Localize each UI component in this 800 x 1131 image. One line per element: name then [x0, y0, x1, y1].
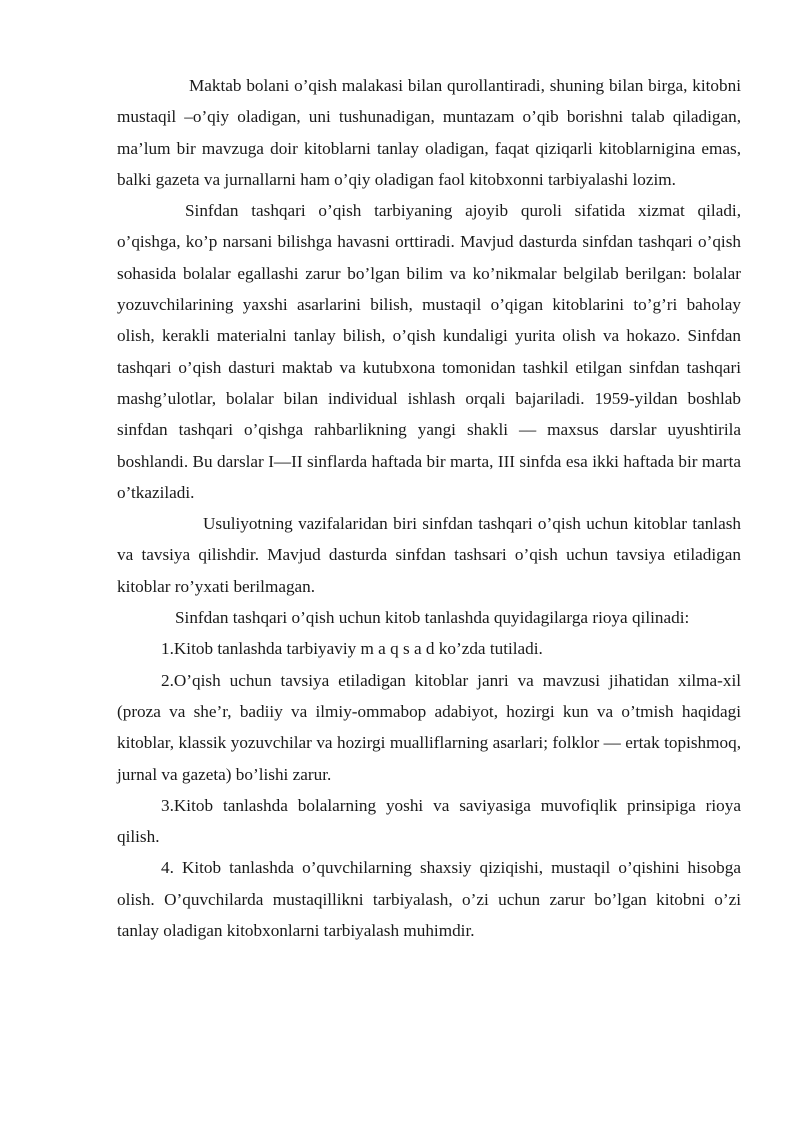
list-item-4: 4. Kitob tanlashda o’quvchilarning shaxsiy qiziqishi, mustaqil o’qishini hisobga olish. O’quvchilarda mustaqillikni tarbiyalash, o’zi uchun zarur bo’lgan kitobni o’zi tanlay oladigan kitobxonlarni tarbiyalash muhimdir.: [117, 858, 741, 941]
list-item-3: 3.Kitob tanlashda bolalarning yoshi va saviyasiga muvofiqlik prinsipiga rioya qilish.: [117, 795, 741, 847]
paragraph-selection-rules-intro: Sinfdan tashqari o’qish uchun kitob tanlashda quyidagilarga rioya qilinadi:: [175, 608, 690, 628]
document-page: [117, 70, 741, 946]
list-item-2: 2.O’qish uchun tavsiya etiladigan kitoblar janri va mavzusi jihatidan xilma-xil (proza va she’r, badiiy va ilmiy-ommabop adabiyot, hozirgi kun va o’tmish haqidagi kitoblar, klassik yozuvchilar va hozirgi mualliflarning asarlari; folklor — ertak topishmoq, jurnal va gazeta) bo’lishi zarur.: [117, 670, 741, 784]
list-item-1: 1.Kitob tanlashda tarbiyaviy m a q s a d ko’zda tutiladi.: [161, 639, 543, 659]
paragraph-extracurricular-reading: Sinfdan tashqari o’qish tarbiyaning ajoyib quroli sifatida xizmat qiladi, o’qishga, ko’p narsani bilishga havasni orttiradi. Mavjud dasturda sinfdan tashqari o’qish sohasida bolalar egallashi zarur bo’lgan bilim va ko’nikmalar belgilab berilgan: bolalar yozuvchilarining yaxshi asarlarini bilish, mustaqil o’qigan kitoblarini to’g’ri baholay olish, kerakli materialni tanlay bilish, o’qish kundaligi yurita olish va hokazo. Sinfdan tashqari o’qish dasturi maktab va kutubxona tomonidan tashkil etilgan sinfdan tashqari mashg’ulotlar, bolalar bilan individual ishlash orqali bajariladi. 1959-yildan boshlab sinfdan tashqari o’qishga rahbarlikning yangi shakli — maxsus darslar uyushtirila boshlandi. Bu darslar I—II sinflarda haftada bir marta, III sinfda esa ikki haftada bir marta o’tkaziladi.: [117, 201, 741, 502]
paragraph-methodology-tasks: Usuliyotning vazifalaridan biri sinfdan tashqari o’qish uchun kitoblar tanlash va tavsiya qilishdir. Mavjud dasturda sinfdan tashsari o’qish uchun tavsiya etiladigan kitoblar ro’yxati berilmagan.: [117, 514, 741, 596]
paragraph-reading-skills: Maktab bolani o’qish malakasi bilan qurollantiradi, shuning bilan birga, kitobni mustaqil –o’qiy oladigan, uni tushunadigan, muntazam o’qib borishni talab qiladigan, ma’lum bir mavzuga doir kitoblarni tanlay oladigan, faqat qiziqarli kitoblarnigina emas, balki gazeta va jurnallarni ham o’qiy oladigan faol kitobxonni tarbiyalashi lozim.: [117, 76, 741, 189]
